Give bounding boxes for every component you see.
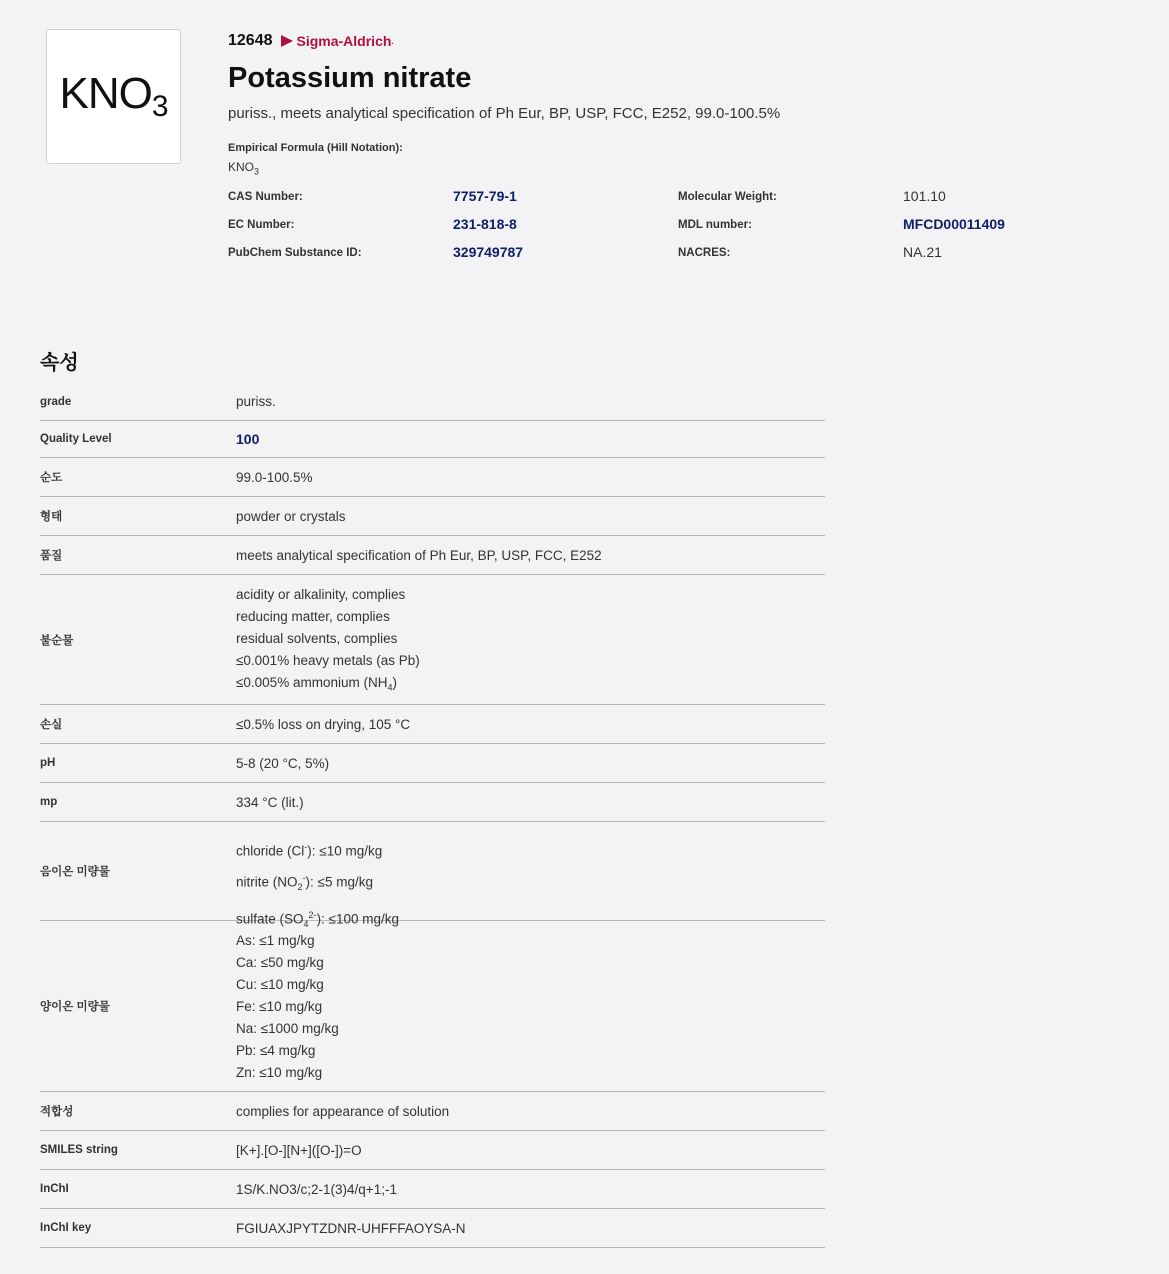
quality-level-link[interactable]: 100: [236, 431, 260, 447]
prop-value: meets analytical specification of Ph Eur, BP, USP, FCC, E252: [236, 547, 602, 563]
prop-label: pH: [40, 757, 56, 769]
pubchem-link[interactable]: 329749787: [453, 244, 524, 260]
prop-label: 품질: [40, 550, 63, 562]
prop-value: 5-8 (20 °C, 5%): [236, 755, 330, 771]
prop-row-ph: [40, 744, 825, 783]
pubchem-label: PubChem Substance ID:: [228, 247, 362, 259]
prop-label: 불순물: [40, 634, 74, 647]
properties-title: 속성: [40, 352, 79, 374]
product-title: Potassium nitrate: [228, 62, 472, 94]
brand-name: Sigma-Aldrich: [296, 33, 392, 49]
product-description: puriss., meets analytical specification of Ph Eur, BP, USP, FCC, E252, 99.0-100.5%: [228, 105, 781, 122]
prop-label: 손실: [40, 719, 63, 731]
prop-value: acidity or alkalinity, complies reducing matter, complies residual solvents, complies ≤0.001% heavy metals (as Pb) ≤0.005% ammonium $(NH_4)$: [236, 587, 420, 693]
nacres-label: NACRES:: [678, 247, 731, 259]
prop-value: As: ≤1 mg/kg Ca: ≤50 mg/kg Cu: ≤10 mg/kg Fe: ≤10 mg/kg Na: ≤1000 mg/kg Pb: ≤4 mg/kg Zn: ≤10 mg/kg: [236, 933, 339, 1080]
product-header: [228, 30, 1128, 260]
structure-image[interactable]: [46, 29, 181, 164]
prop-label: 형태: [40, 511, 63, 523]
prop-value: FGIUAXJPYTZDNR-UHFFFAOYSA-N: [236, 1220, 466, 1236]
prop-value: chloride (Cl-): ≤10 mg/kg nitrite $(NO_2^-)$: ≤5 mg/kg sulfate $(SO_4^{2-})$: ≤100 mg/kg: [236, 842, 400, 929]
empirical-formula-label: Empirical Formula (Hill Notation):: [228, 142, 403, 154]
prop-row-form: [40, 497, 825, 536]
ec-link[interactable]: 231-818-8: [453, 216, 517, 232]
prop-value: complies for appearance of solution: [236, 1103, 450, 1119]
prop-value: 334 °C (lit.): [236, 794, 304, 810]
prop-row-impurities: [40, 575, 825, 705]
prop-value: puriss.: [236, 394, 276, 409]
empirical-formula-value: $KNO_3$: [228, 160, 260, 177]
prop-label: InChI key: [40, 1222, 92, 1234]
prop-row-quality-level: [40, 421, 825, 458]
properties-table: [40, 383, 825, 1248]
brand-arrow-icon: [281, 35, 293, 47]
prop-label: grade: [40, 395, 72, 408]
prop-label: SMILES string: [40, 1144, 118, 1156]
prop-label: 적합성: [40, 1106, 74, 1118]
prop-row-suitability: [40, 1092, 825, 1131]
nacres-value: NA.21: [903, 244, 942, 260]
prop-label: Quality Level: [40, 433, 112, 445]
identifier-grid: [228, 187, 1128, 271]
prop-row-mp: [40, 783, 825, 822]
prop-value: powder or crystals: [236, 508, 346, 524]
brand-logo[interactable]: Sigma-Aldrich .: [281, 33, 394, 49]
product-number: 12648: [228, 32, 273, 49]
mw-value: 101.10: [903, 188, 946, 204]
prop-label: 음이온 미량물: [40, 866, 110, 878]
prop-label: mp: [40, 796, 58, 808]
prop-row-inchi-key: [40, 1209, 825, 1248]
ec-label: EC Number:: [228, 219, 295, 231]
mw-label: Molecular Weight:: [678, 191, 777, 203]
prop-row-grade: [40, 383, 825, 421]
prop-row-inchi: [40, 1170, 825, 1209]
prop-row-loss: [40, 705, 825, 744]
prop-row-assay: [40, 458, 825, 497]
prop-label: InChI: [40, 1183, 69, 1195]
prop-label: 양이온 미량물: [40, 1001, 110, 1013]
structure-formula: $KNO_3$: [59, 69, 168, 123]
cas-label: CAS Number:: [228, 191, 303, 203]
prop-value: 1S/K.NO3/c;2-1(3)4/q+1;-1: [236, 1181, 397, 1197]
prop-value: [K+].[O-][N+]([O-])=O: [236, 1142, 362, 1158]
prop-label: 순도: [40, 472, 63, 484]
prop-row-quality: [40, 536, 825, 575]
cas-link[interactable]: 7757-79-1: [453, 188, 517, 204]
prop-value: 99.0-100.5%: [236, 469, 313, 485]
mdl-label: MDL number:: [678, 219, 752, 231]
mdl-link[interactable]: MFCD00011409: [903, 216, 1005, 232]
prop-row-anion-traces: [40, 822, 825, 929]
prop-value: ≤0.5% loss on drying, 105 °C: [236, 716, 411, 732]
prop-row-smiles: [40, 1131, 825, 1170]
prop-row-cation-traces: [40, 921, 825, 1092]
